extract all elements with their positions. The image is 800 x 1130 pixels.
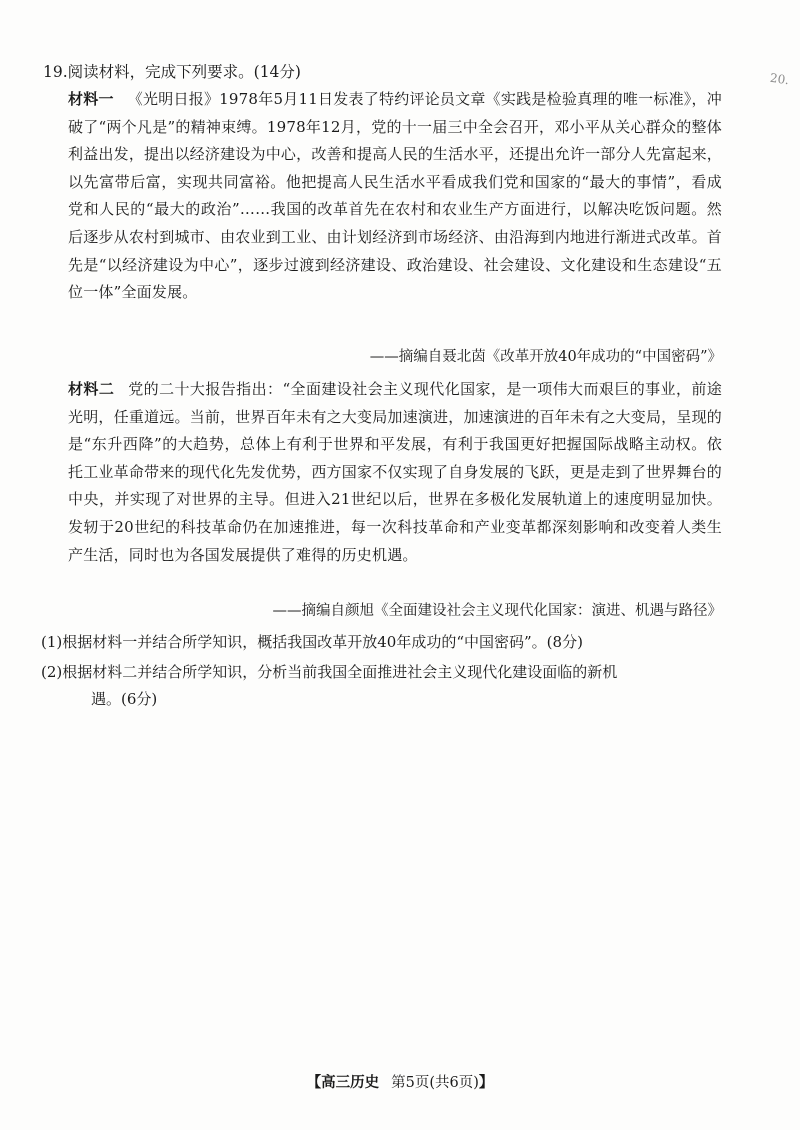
material-two-text: 党的二十大报告指出：“全面建设社会主义现代化国家，是一项伟大而艰巨的事业，前途光明，任重道远。当前，世界百年未有之大变局加速演进，加速演进的百年未有之大变局，呈现的是“东升西降”的大趋势，总体上有利于世界和平发展，有利于我国更好把握国际战略主动权。依托工业革命带来的现代化先发优势，西方国家不仅实现了自身发展的飞跃，更是走到了世界舞台的中央，并实现了对世界的主导。但进入21世纪以后，世界在多极化发展轨道上的速度明显加快。发轫于20世纪的科技革命仍在加速推进，每一次科技革命和产业变革都深刻影响和改变着人类生产生活，同时也为各国发展提供了难得的历史机遇。 [68, 380, 722, 564]
material-one-label: 材料一 [68, 90, 114, 108]
sub-question-2-line1: (2)根据材料二并结合所学知识，分析当前我国全面推进社会主义现代化建设面临的新机 [41, 663, 618, 681]
footer-subject: 【高三历史 [306, 1075, 380, 1091]
corner-page-mark: 20. [769, 70, 790, 88]
sub-question-2 [41, 659, 731, 713]
material-one-text: 《光明日报》1978年5月11日发表了特约评论员文章《实践是检验真理的唯一标准》，冲破了“两个凡是”的精神束缚。1978年12月，党的十一届三中全会召开，邓小平从关心群众的整体利益出发，提出以经济建设为中心，改善和提高人民的生活水平，还提出允许一部分人先富起来，以先富带后富，实现共同富裕。他把提高人民生活水平看成我们党和国家的“最大的事情”，看成党和人民的“最大的政治”……我国的改革首先在农村和农业生产方面进行，以解决吃饭问题。然后逐步从农村到城市、由农业到工业、由计划经济到市场经济、由沿海到内地进行渐进式改革。首先是“以经济建设为中心”，逐步过渡到经济建设、政治建设、社会建设、文化建设和生态建设“五位一体”全面发展。 [68, 90, 722, 302]
sub-question-2-line2: 遇。(6分) [91, 690, 158, 708]
footer-close-bracket: 】 [478, 1075, 494, 1091]
material-one [68, 86, 722, 307]
material-two-source: ——摘编自颜旭《全面建设社会主义现代化国家：演进、机遇与路径》 [272, 603, 722, 619]
material-one-source: ——摘编自聂北茵《改革开放40年成功的“中国密码”》 [369, 349, 722, 365]
question-title: 19.阅读材料，完成下列要求。(14分) [43, 63, 301, 81]
footer-page-info: 第5页(共6页) [391, 1075, 479, 1091]
material-two-label: 材料二 [68, 380, 115, 398]
sub-question-1: (1)根据材料一并结合所学知识，概括我国改革开放40年成功的“中国密码”。(8分) [41, 633, 583, 651]
page-footer [0, 1073, 800, 1093]
material-two [68, 376, 722, 569]
